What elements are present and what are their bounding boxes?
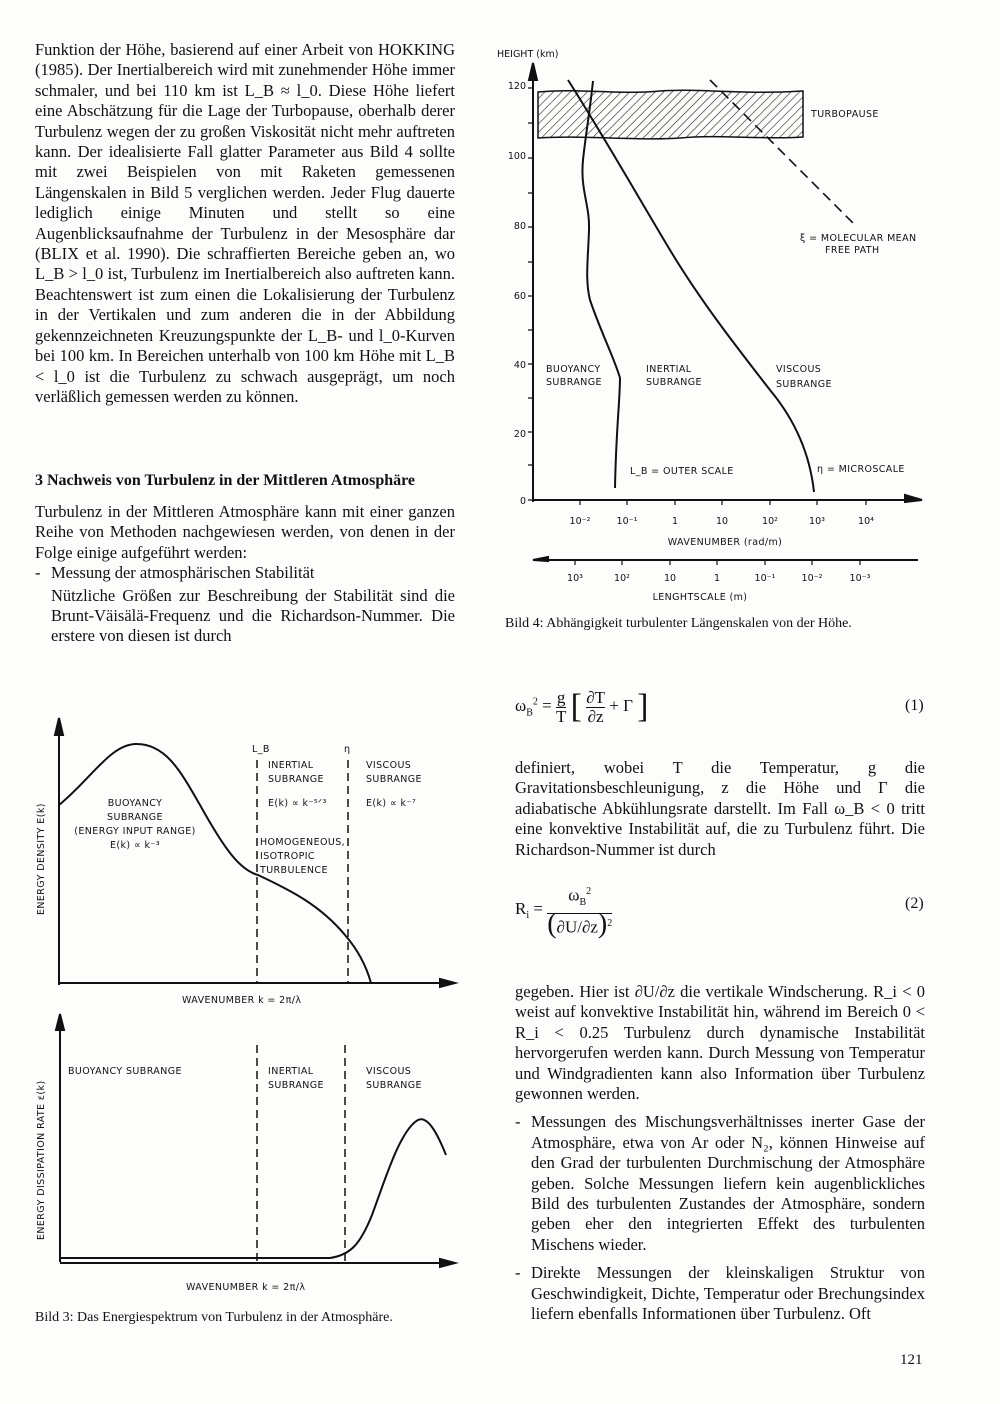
y-tick: 40 [513, 360, 526, 371]
bullet-dash: - [35, 563, 41, 583]
x-tick: 10⁻¹ [616, 516, 638, 527]
y-tick: 20 [513, 429, 526, 440]
viscous-label: SUBRANGE [776, 379, 832, 390]
label-line: TURBULENCE [260, 865, 328, 876]
label-line: SUBRANGE [366, 774, 422, 785]
y-axis-label: ENERGY DENSITY E(k) [36, 803, 47, 915]
equation-2-number: (2) [905, 895, 924, 912]
y-tick: 80 [513, 221, 526, 232]
list-item-text: Direkte Messungen der kleinskaligen Struktur von Geschwindigkeit, Dichte, Temperatur oder Brechungsindex liefern ebenfalls Informationen über Turbulenz. Oft [531, 1263, 925, 1324]
paragraph: Turbulenz in der Mittleren Atmosphäre kann mit einer ganzen Reihe von Methoden nachgewiesen werden, von denen in der Folge einige aufgeführt werden: [35, 502, 455, 562]
viscous-label: VISCOUS [776, 364, 822, 375]
eta-label: η [344, 744, 351, 755]
paragraph: gegeben. Hier ist ∂U/∂z die vertikale Windscherung. R_i < 0 weist auf konvektive Instabilität hin, während im Bereich 0 < R_i < 0.25 Turbulenz durch dynamische Instabilität hervorgerufen werden kann. Durch Messung von Temperatur und Windgradienten kann also Information über Turbulenz gewonnen werden. [515, 982, 925, 1104]
y-tick: 120 [507, 81, 526, 92]
y-axis-label: ENERGY DISSIPATION RATE ε(k) [36, 1080, 47, 1240]
bullet-dash: - [515, 1112, 521, 1132]
x-tick: 10 [715, 516, 729, 527]
inertial-label: INERTIAL [268, 1066, 314, 1077]
inertial-label [268, 760, 327, 809]
outer-scale-label: L_B = OUTER SCALE [630, 466, 734, 477]
dashed-boundary [257, 1045, 345, 1263]
label-line: SUBRANGE [268, 774, 324, 785]
buoyancy-label: BUOYANCY [546, 364, 601, 375]
x-axis-label: WAVENUMBER k = 2π/λ [182, 995, 302, 1006]
mean-free-path-line [710, 80, 855, 225]
label-line: HOMOGENEOUS, [260, 837, 346, 848]
left-column-2 [35, 502, 455, 647]
wavenumber-label: WAVENUMBER (rad/m) [667, 537, 783, 548]
paragraph: Funktion der Höhe, basierend auf einer Arbeit von HOKKING (1985). Der Inertialbereich wird mit zunehmender Höhe immer schmaler, und bei 110 km ist L_B ≈ l_0. Diese Höhe liefert eine Abschätzung für die Lage der Turbopause, oberhalb derer Turbulenz wegen der zu großen Viskosität nicht mehr auftreten kann. Der idealisierte Fall glatter Parameter aus Bild 4 sollte mit zwei Beispielen von mit Raketen gemessenen Längenskalen in Bild 5 verglichen werden. Jeder Flug dauerte lediglich einige Minuten und stellt so eine Augenblicksaufnahme der Turbulenz in der Mesosphäre dar (BLIX et al. 1990). Die schraffierten Bereiche geben an, wo L_B > l_0 ist, Turbulenz im Inertialbereich also auftreten kann. Beachtenswert ist zum einen die Lokalisierung der Turbulenz in der Vertikalen und zum anderen die in der Abbildung gekennzeichneten Kreuzungspunkte der L_B- und l_0-Kurven bei 100 km. In Bereichen unterhalb von 100 km Höhe mit L_B < l_0 ist die Turbulenz zu schwach ausgeprägt, um noch verläßlich gemessen werden zu können. [35, 40, 455, 406]
lengthscale-label: LENGHTSCALE (m) [652, 592, 748, 603]
x-axis-label: WAVENUMBER k = 2π/λ [186, 1282, 306, 1293]
length-tick: 10 [663, 573, 677, 584]
right-paragraph [515, 758, 925, 860]
inertial-label: SUBRANGE [646, 377, 702, 388]
viscous-label: SUBRANGE [366, 1080, 422, 1091]
x-tick: 10⁻² [569, 516, 591, 527]
label-line: E(k) ∝ k⁻³ [109, 840, 161, 851]
lb-label: L_B [252, 744, 270, 755]
length-tick: 10⁻¹ [754, 573, 776, 584]
inertial-label: SUBRANGE [268, 1080, 324, 1091]
length-tick: 10⁻³ [849, 573, 871, 584]
buoyancy-label [74, 798, 195, 851]
list-item [35, 563, 455, 583]
microscale-label: η = MICROSCALE [817, 464, 905, 475]
length-tick: 10³ [567, 573, 583, 584]
paragraph: definiert, wobei T die Temperatur, g die Gravitationsbeschleunigung, z die Höhe und Γ die adiabatische Abkühlungsrate darstellt. Im Fall ω_B < 0 tritt eine konvektive Instabilität auf, die zu Turbulenz führt. Die Richardson-Nummer ist durch [515, 758, 925, 859]
paragraph: Nützliche Größen zur Beschreibung der Stabilität sind die Brunt-Väisälä-Frequenz und die Richardson-Nummer. Die erstere von diesen ist durch [51, 585, 455, 646]
label-line: INERTIAL [268, 760, 314, 771]
label-line: SUBRANGE [107, 812, 163, 823]
buoyancy-label: SUBRANGE [546, 377, 602, 388]
label-line: E(k) ∝ k⁻⁵ᐟ³ [268, 798, 327, 809]
list-item [515, 1112, 925, 1255]
label-line: ISOTROPIC [260, 851, 315, 862]
equation-1: $\omega_B^2$ = g T [ ∂T ∂z + Γ ] [515, 687, 649, 726]
figure-4-caption: Bild 4: Abhängigkeit turbulenter Längenskalen von der Höhe. [505, 616, 852, 631]
dissipation-curve [60, 1119, 446, 1258]
xi-label: ξ = MOLECULAR MEAN [800, 233, 917, 244]
turbopause-band [538, 90, 803, 139]
height-axis-label: HEIGHT (km) [497, 49, 559, 60]
xi-label: FREE PATH [825, 245, 880, 256]
buoyancy-label: BUOYANCY SUBRANGE [68, 1066, 182, 1077]
figure-3-caption: Bild 3: Das Energiespektrum von Turbulenz in der Atmosphäre. [35, 1310, 393, 1325]
dashed-boundary [257, 760, 348, 983]
x-tick: 1 [671, 516, 679, 527]
section-heading: 3 Nachweis von Turbulenz in der Mittleren Atmosphäre [35, 472, 416, 489]
label-line: E(k) ∝ k⁻⁷ [366, 798, 417, 809]
y-tick: 60 [513, 291, 526, 302]
homogeneous-label [259, 837, 345, 876]
page-number: 121 [900, 1352, 923, 1368]
label-line: BUOYANCY [107, 798, 163, 809]
energy-curve [59, 744, 371, 983]
y-tick: 0 [519, 496, 526, 507]
x-tick: 10³ [809, 516, 825, 527]
length-tick: 10⁻² [801, 573, 823, 584]
length-tick: 1 [713, 573, 721, 584]
left-column [35, 40, 455, 407]
microscale-curve [568, 80, 814, 492]
equation-1-number: (1) [905, 697, 924, 714]
length-tick: 10² [614, 573, 630, 584]
label-line: VISCOUS [366, 760, 412, 771]
label-line: (ENERGY INPUT RANGE) [74, 826, 196, 837]
y-tick: 100 [507, 151, 526, 162]
list-item [515, 1263, 925, 1324]
inertial-label: INERTIAL [646, 364, 692, 375]
equation-2: $R_i$ = $\omega_B^2$ $(\partial U/\partial z)^2$ [515, 882, 612, 938]
bullet-dash: - [515, 1263, 521, 1283]
x-tick: 10² [762, 516, 778, 527]
list-item-text: Messung der atmosphärischen Stabilität [51, 563, 315, 583]
right-column-2 [515, 982, 925, 1325]
outer-scale-curve [582, 81, 620, 488]
viscous-label [366, 760, 422, 809]
x-tick: 10⁴ [858, 516, 874, 527]
list-item-text: Messungen des Mischungsverhältnisses inerter Gase der Atmosphäre, etwa von Ar oder N₂, können Hinweise auf den Grad der turbulenten Durchmischung der Atmosphäre geben. Solche Messungen liefern kein augenblickliches Bild des turbulenten Zustandes der Atmosphäre, sondern geben eher den integrierten Effekt des turbulenten Mischens wieder. [531, 1112, 925, 1254]
turbopause-label: TURBOPAUSE [811, 109, 879, 120]
viscous-label: VISCOUS [366, 1066, 412, 1077]
